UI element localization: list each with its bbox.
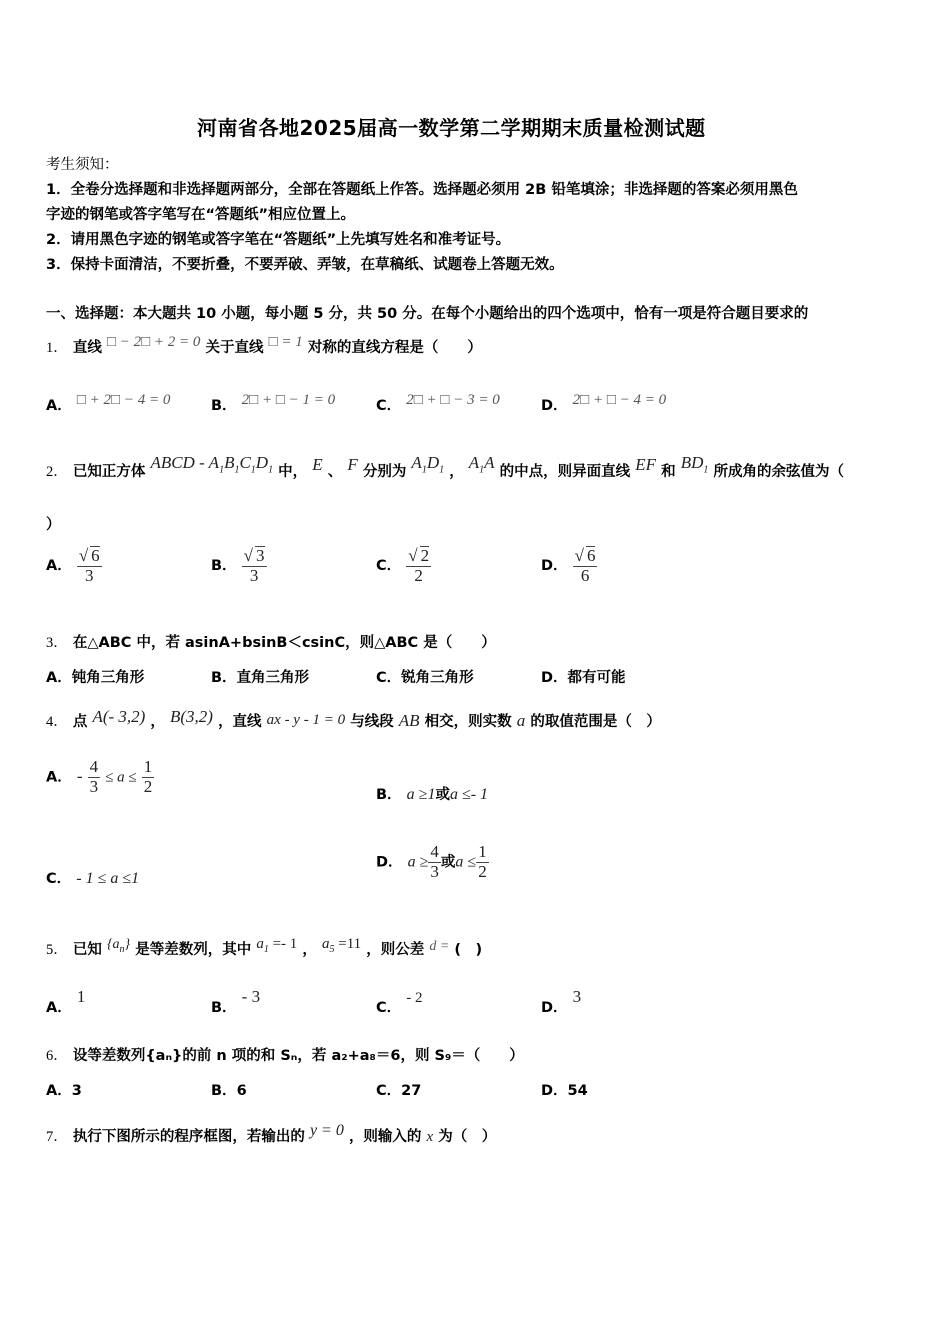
option-label: C． <box>376 558 402 575</box>
q1-option-d-value: 2□ + □ − 4 = 0 <box>572 392 667 408</box>
q3-option-a-value: 钝角三角形 <box>71 670 145 686</box>
q5-a5: $a_5 =11$ <box>322 936 362 955</box>
q5-sequence: $\{a_n\}$ <box>106 937 131 955</box>
q4-option-b <box>376 783 488 804</box>
q2-option-d-fraction: $\frac{√ 6}{6}$ <box>574 546 596 585</box>
q2-option-b-fraction: $\frac{√ 3}{3}$ <box>243 546 265 585</box>
q1-text-2: 关于直线 <box>205 340 264 356</box>
section-heading: 一、选择题：本大题共 10 小题，每小题 5 分，共 50 分。在每个小题给出的四个选项中，恰有一项是符合题目要求的 <box>46 306 809 322</box>
q4-text-2: ，直线 <box>218 714 262 730</box>
option-label: C． <box>376 398 402 414</box>
q6-option-d-value: 54 <box>567 1083 588 1099</box>
question-6 <box>46 1044 524 1065</box>
option-label: C． <box>46 871 72 887</box>
q5-option-c <box>376 990 423 1017</box>
option-label: B． <box>211 670 237 686</box>
q5-text-2: 是等差数列，其中 <box>135 942 252 958</box>
option-label: D． <box>541 398 568 414</box>
q2-option-b <box>211 546 267 585</box>
q3-option-d <box>541 666 626 687</box>
q2-cube: ABCD - $A_1B_1C_1D_1$ <box>150 453 274 476</box>
q7-output-y: y = 0 <box>309 1122 344 1139</box>
q7-text-3: 为（ ） <box>438 1129 497 1145</box>
q4-option-d-part-1: a ≥ <box>407 853 429 871</box>
option-label: A． <box>46 670 72 686</box>
q2-text-2: 中， <box>278 464 308 480</box>
q5-comma: ， <box>302 942 317 958</box>
q4-option-d-part-2: a ≤ <box>455 853 477 871</box>
question-7 <box>46 1122 497 1146</box>
q2-comma: ， <box>449 464 464 480</box>
q1-option-c <box>376 394 500 415</box>
q7-variable-x: x <box>426 1129 434 1145</box>
q1-number: 1． <box>46 340 68 356</box>
option-label: A． <box>46 1000 72 1016</box>
q4-text-5: 的取值范围是（ ） <box>530 714 661 730</box>
q2-text-1: 已知正方体 <box>72 464 146 480</box>
q4-option-a-fraction-1: $\frac{4}{3}$ <box>89 757 99 796</box>
q4-option-a <box>46 758 154 796</box>
q2-option-d <box>541 546 597 585</box>
option-label: B． <box>211 1000 237 1016</box>
q2-line-bd: $BD_1$ <box>680 453 709 476</box>
q1-equation-1: □ − 2□ + 2 = 0 <box>106 334 201 350</box>
q5-option-c-value: - 2 <box>406 990 423 1006</box>
question-5 <box>46 938 482 961</box>
question-3 <box>46 631 496 652</box>
q4-option-d-or: 或 <box>440 854 456 871</box>
q5-text-1: 已知 <box>72 942 102 958</box>
q5-option-d <box>541 987 582 1017</box>
q6-option-c <box>376 1079 421 1100</box>
notice-item-2: 2．请用黑色字迹的钢笔或答字笔在“答题纸”上先填写姓名和准考证号。 <box>46 232 511 248</box>
q2-text-4: 的中点，则异面直线 <box>499 464 631 480</box>
q6-option-c-value: 27 <box>401 1083 422 1099</box>
q1-option-b-value: 2□ + □ − 1 = 0 <box>241 392 336 408</box>
q3-text: 在△ABC 中，若 asinA+bsinB＜csinC，则△ABC 是（ ） <box>72 635 496 651</box>
q5-text-4: ( ) <box>454 942 483 958</box>
q6-option-a <box>46 1079 82 1100</box>
q1-text-3: 对称的直线方程是（ ） <box>307 340 482 356</box>
q2-text-3: 分别为 <box>362 464 407 480</box>
q4-text-3: 与线段 <box>350 714 394 730</box>
q6-option-d <box>541 1079 588 1100</box>
q4-point-b: B(3,2) <box>170 707 213 726</box>
q6-number: 6． <box>46 1048 68 1064</box>
page-title: 河南省各地2025届高一数学第二学期期末质量检测试题 <box>197 116 706 140</box>
option-label: A． <box>46 1083 72 1099</box>
q5-d: d = <box>429 939 450 954</box>
option-label: D． <box>541 1083 568 1099</box>
q5-number: 5． <box>46 942 68 958</box>
question-2 <box>46 453 844 483</box>
q4-option-d-fraction-1: $\frac{4}{3}$ <box>430 842 439 881</box>
q4-option-a-mid: ≤ a ≤ <box>105 769 137 786</box>
q5-option-b <box>211 987 261 1017</box>
q1-option-c-value: 2□ + □ − 3 = 0 <box>406 392 500 408</box>
option-label: C． <box>376 670 402 686</box>
option-label: C． <box>376 1000 402 1016</box>
q3-option-b <box>211 666 309 687</box>
q1-option-d <box>541 394 666 415</box>
q2-option-a-fraction: $\frac{√ 6}{3}$ <box>78 546 100 585</box>
q4-number: 4． <box>46 714 68 730</box>
q1-option-b <box>211 394 335 415</box>
q3-option-a <box>46 666 144 687</box>
q2-option-c-fraction: $\frac{√ 2}{2}$ <box>408 546 430 585</box>
question-1 <box>46 336 482 357</box>
q2-point-f: F <box>347 455 358 474</box>
question-4 <box>46 707 661 731</box>
option-label: A． <box>46 558 72 575</box>
q7-text-2: ，则输入的 <box>348 1129 422 1145</box>
q1-option-a <box>46 394 170 415</box>
q6-option-a-value: 3 <box>71 1083 82 1099</box>
q2-separator: 、 <box>327 464 343 480</box>
q2-segment-ad: $A_1D_1$ <box>411 453 445 476</box>
notice-item-3: 3．保持卡面清洁，不要折叠，不要弄破、弄皱，在草稿纸、试题卷上答题无效。 <box>46 257 564 273</box>
notice-heading: 考生须知： <box>46 157 119 173</box>
q6-text: 设等差数列{aₙ}的前 n 项的和 Sₙ，若 a₂+a₈＝6，则 S₉＝（ ） <box>72 1048 524 1064</box>
q1-text-1: 直线 <box>72 340 102 356</box>
q4-line-equation: ax - y - 1 = 0 <box>266 712 346 728</box>
q3-option-d-value: 都有可能 <box>567 670 626 686</box>
q5-option-d-value: 3 <box>572 987 582 1006</box>
q4-option-a-fraction-2: $\frac{1}{2}$ <box>143 757 153 796</box>
q3-option-b-value: 直角三角形 <box>236 670 310 686</box>
q4-variable-a: a <box>516 711 526 730</box>
option-label: B． <box>211 558 237 575</box>
q2-segment-aa: $A_1A$ <box>468 453 495 476</box>
option-label: B． <box>211 398 237 414</box>
option-label: A． <box>46 769 72 786</box>
notice-item-1-line-1: 1．全卷分选择题和非选择题两部分，全部在答题纸上作答。选择题必须用 2B 铅笔填涂；非选择题的答案必须用黑色 <box>46 182 798 198</box>
q5-option-a <box>46 987 86 1017</box>
q4-option-b-part-2: a ≤- 1 <box>449 786 489 803</box>
option-label: D． <box>541 1000 568 1016</box>
q1-equation-2: □ = 1 <box>268 334 303 350</box>
q4-option-b-part-1: a ≥1 <box>406 786 436 803</box>
q4-segment-ab: AB <box>398 711 420 730</box>
option-label: D． <box>541 558 568 575</box>
option-label: A． <box>46 398 72 414</box>
q2-text-5: 和 <box>661 464 676 480</box>
option-label: D． <box>541 670 568 686</box>
q2-line-ef: EF <box>635 455 657 474</box>
q3-option-c <box>376 666 474 687</box>
q2-number: 2． <box>46 464 68 480</box>
q4-text-4: 相交，则实数 <box>424 714 512 730</box>
q7-number: 7． <box>46 1129 68 1145</box>
q3-option-c-value: 锐角三角形 <box>401 670 474 686</box>
q2-option-a <box>46 546 102 585</box>
q5-option-a-value: 1 <box>76 987 86 1006</box>
notice-item-1-line-2: 字迹的钢笔或答字笔写在“答题纸”相应位置上。 <box>46 207 356 223</box>
option-label: B． <box>376 787 402 803</box>
q6-option-b-value: 6 <box>236 1083 247 1099</box>
q4-option-c-value: - 1 ≤ a ≤1 <box>76 870 140 887</box>
option-label: C． <box>376 1083 402 1099</box>
q2-text-6: 所成角的余弦值为（ <box>713 464 844 480</box>
q4-comma: ， <box>150 714 165 730</box>
q6-option-b <box>211 1079 247 1100</box>
q2-closing-paren: ） <box>46 517 61 533</box>
q4-text-1: 点 <box>72 714 88 730</box>
q4-option-b-or: 或 <box>435 787 450 803</box>
q5-text-3: ，则公差 <box>366 942 425 958</box>
q4-option-d <box>376 843 489 881</box>
q4-point-a: A(- 3,2) <box>92 707 146 726</box>
q7-text-1: 执行下图所示的程序框图，若输出的 <box>72 1129 305 1145</box>
q4-option-a-sign: - <box>76 766 83 786</box>
q2-point-e: E <box>312 455 323 474</box>
q1-option-a-value: □ + 2□ − 4 = 0 <box>76 392 171 408</box>
q4-option-d-fraction-2: $\frac{1}{2}$ <box>478 842 487 881</box>
q5-option-b-value: - 3 <box>241 987 261 1006</box>
q2-option-c <box>376 546 431 585</box>
q3-number: 3． <box>46 635 68 651</box>
q5-a1: $a_1 =- 1$ <box>256 936 298 955</box>
option-label: D． <box>376 854 403 871</box>
q4-option-c <box>46 867 139 888</box>
option-label: B． <box>211 1083 237 1099</box>
